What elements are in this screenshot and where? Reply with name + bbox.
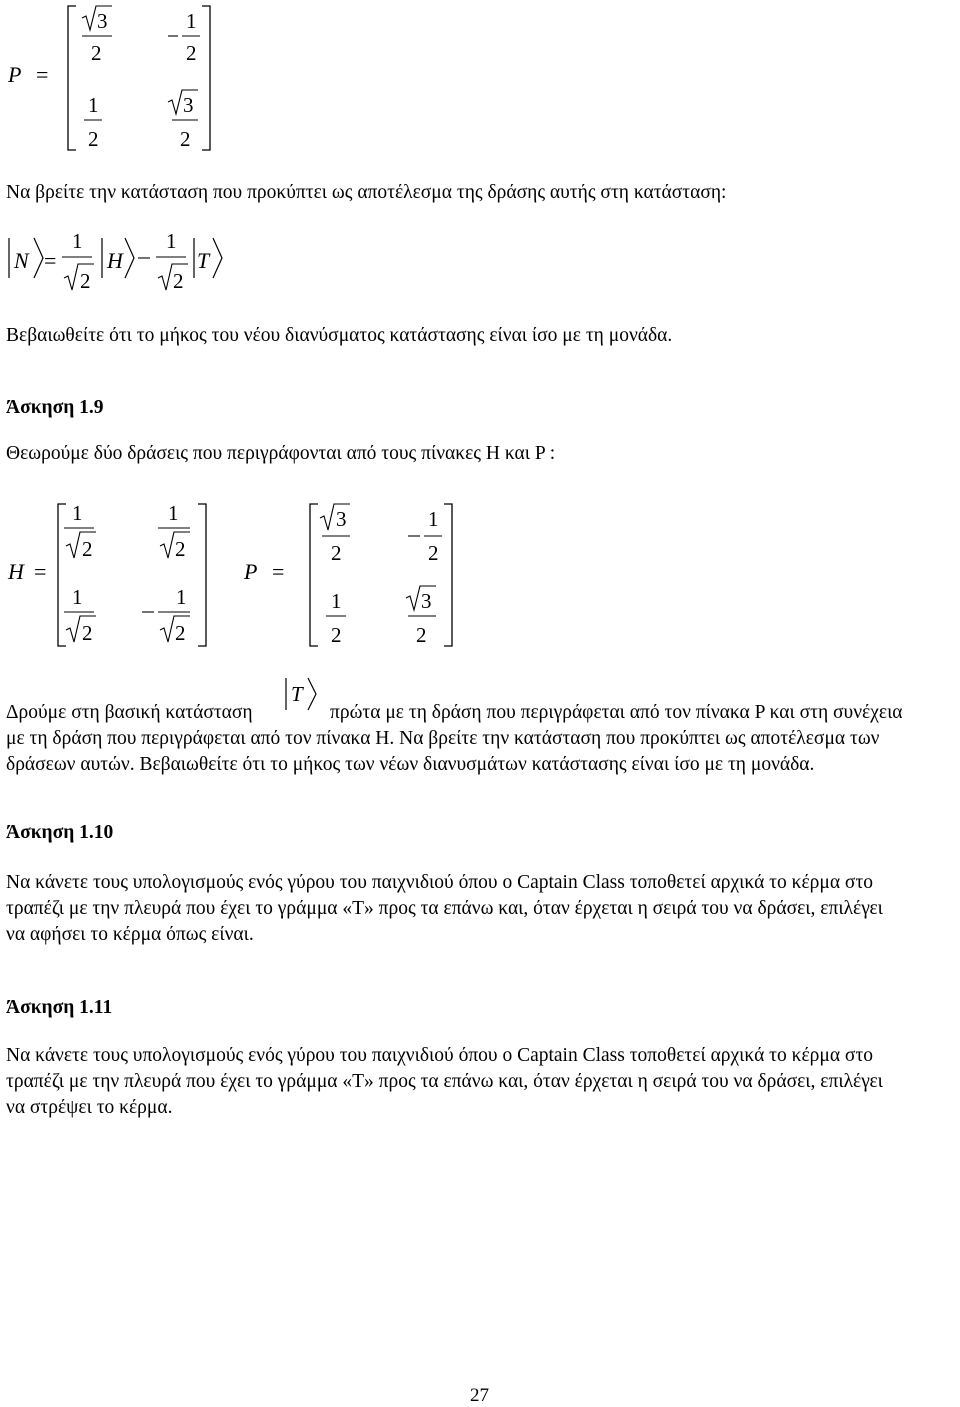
heading-exercise-1-11: Άσκηση 1.11 — [6, 997, 113, 1018]
coef1-numerator: 1 — [72, 229, 83, 253]
paragraph-ex10-line3: να αφήσει το κέρμα όπως είναι. — [6, 924, 254, 945]
heading-exercise-1-10: Άσκηση 1.10 — [6, 822, 114, 843]
paragraph-act-line3: δράσεων αυτών. Βεβαιωθείτε ότι το μήκος των νέων διανυσμάτων κατάστασης είναι ίσο με τη μονάδα. — [6, 754, 815, 775]
matrix-p-symbol: P — [244, 559, 258, 584]
equals-sign: = — [34, 559, 47, 584]
h22-numerator: 1 — [176, 585, 187, 609]
ket-n-symbol: N — [14, 248, 29, 273]
h21-numerator: 1 — [72, 585, 83, 609]
coef2-denominator: 2 — [173, 269, 184, 293]
paragraph-ex11-line2: τραπέζι με την πλευρά που έχει το γράμμα «Τ» προς τα επάνω και, όταν έρχεται η σειρά του να δράσει, επιλέγει — [6, 1071, 883, 1092]
h12-denominator: 2 — [175, 537, 186, 561]
equals-sign: = — [44, 248, 57, 273]
h21-denominator: 2 — [82, 621, 93, 645]
matrices-h-p-equation — [0, 496, 470, 656]
ket-h-symbol: H — [107, 248, 123, 273]
m21-denominator: 2 — [88, 127, 99, 151]
paragraph-act-line2: με τη δράση που περιγράφεται από τον πίνακα H. Να βρείτε την κατάσταση που προκύπτει ως αποτέλεσμα των — [6, 728, 880, 749]
ket-t-symbol: T — [197, 248, 210, 273]
p21-denominator: 2 — [331, 623, 342, 647]
paragraph-ex10-line2: τραπέζι με την πλευρά που έχει το γράμμα «Τ» προς τα επάνω και, όταν έρχεται η σειρά του να δράσει, επιλέγει — [6, 898, 883, 919]
equals-sign: = — [36, 62, 49, 87]
coef2-numerator: 1 — [166, 229, 177, 253]
p22-radicand: 3 — [421, 589, 432, 613]
paragraph-ex11-line1: Να κάνετε τους υπολογισμούς ενός γύρου του παιχνιδιού όπου ο Captain Class τοποθετεί αρχικά το κέρμα στο — [6, 1045, 874, 1066]
matrix-h-symbol: H — [8, 559, 24, 584]
state-n-equation — [0, 226, 260, 298]
p12-denominator: 2 — [428, 541, 439, 565]
m22-radicand: 3 — [183, 93, 194, 117]
paragraph-two-actions: Θεωρούμε δύο δράσεις που περιγράφονται από τους πίνακες H και P : — [6, 443, 556, 464]
paragraph-verify-length: Βεβαιωθείτε ότι το μήκος του νέου διανύσματος κατάστασης είναι ίσο με τη μονάδα. — [6, 325, 673, 346]
m12-denominator: 2 — [186, 41, 197, 65]
p11-radicand: 3 — [336, 507, 347, 531]
p22-denominator: 2 — [416, 623, 427, 647]
matrix-p-symbol: P — [8, 62, 22, 87]
paragraph-find-state: Να βρείτε την κατάσταση που προκύπτει ως αποτέλεσμα της δράσης αυτής στη κατάσταση: — [6, 182, 727, 203]
ket-t-inline — [282, 674, 326, 714]
h11-numerator: 1 — [72, 501, 83, 525]
m22-denominator: 2 — [180, 127, 191, 151]
h11-denominator: 2 — [82, 537, 93, 561]
coef1-denominator: 2 — [80, 269, 91, 293]
h22-denominator: 2 — [175, 621, 186, 645]
ket-t-symbol: T — [291, 682, 303, 706]
paragraph-act-line1-right: πρώτα με τη δράση που περιγράφεται από τον πίνακα P και στη συνέχεια — [330, 702, 903, 723]
heading-exercise-1-9: Άσκηση 1.9 — [6, 397, 104, 418]
matrix-p-equation-top — [0, 0, 260, 160]
m11-radicand: 3 — [97, 9, 108, 33]
paragraph-ex11-line3: να στρέψει το κέρμα. — [6, 1097, 173, 1118]
p21-numerator: 1 — [331, 589, 342, 613]
paragraph-ex10-line1: Να κάνετε τους υπολογισμούς ενός γύρου του παιχνιδιού όπου ο Captain Class τοποθετεί αρχικά το κέρμα στο — [6, 872, 874, 893]
page-number: 27 — [470, 1385, 489, 1406]
p11-denominator: 2 — [331, 541, 342, 565]
p12-numerator: 1 — [428, 507, 439, 531]
m21-numerator: 1 — [88, 93, 99, 117]
m12-numerator: 1 — [186, 9, 197, 33]
m11-denominator: 2 — [91, 41, 102, 65]
paragraph-act-line1-left: Δρούμε στη βασική κατάσταση — [6, 702, 253, 723]
equals-sign: = — [272, 559, 285, 584]
h12-numerator: 1 — [168, 501, 179, 525]
